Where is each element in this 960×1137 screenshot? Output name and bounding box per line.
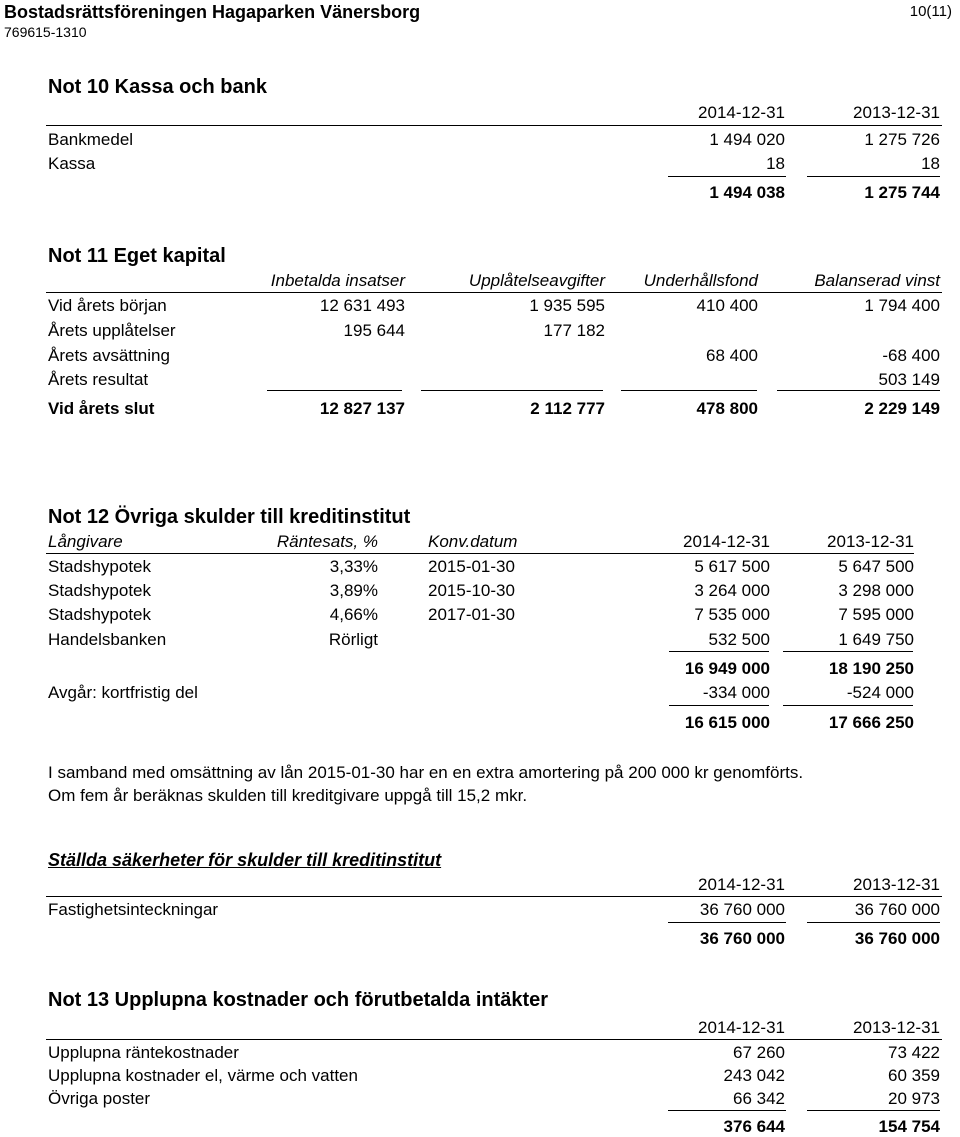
note11-total: 478 800 xyxy=(696,399,758,418)
note12-sum-rule xyxy=(669,705,769,706)
organization-name: Bostadsrättsföreningen Hagaparken Vänersborg xyxy=(4,2,421,22)
note12-title: Not 12 Övriga skulder till kreditinstitut xyxy=(48,506,411,528)
collateral-col: 2013-12-31 xyxy=(853,875,940,894)
note13-row-value: 243 042 xyxy=(723,1066,785,1085)
note12-cell: 3 298 000 xyxy=(838,581,914,600)
collateral-col: 2014-12-31 xyxy=(698,875,785,894)
note11-row-label: Årets avsättning xyxy=(48,346,170,365)
note11-col-header: Upplåtelseavgifter xyxy=(468,271,605,290)
collateral-sum-rule xyxy=(668,922,786,923)
note10-row-label: Bankmedel xyxy=(48,130,134,149)
note13-title: Not 13 Upplupna kostnader och förutbetalda intäkter xyxy=(48,989,549,1011)
note11-cell: 12 631 493 xyxy=(319,296,405,315)
note11-cell: 1 935 595 xyxy=(529,296,605,315)
note10-row-value: 18 xyxy=(921,154,940,173)
collateral-total: 36 760 000 xyxy=(854,929,940,948)
note10-row-value: 1 275 726 xyxy=(864,130,940,149)
note11-sum-rule xyxy=(621,390,757,391)
note10-col-2014: 2014-12-31 xyxy=(698,103,785,122)
note11-col-header: Underhållsfond xyxy=(643,271,758,290)
note12-cell: 2015-10-30 xyxy=(428,581,515,600)
note12-subtotal: 16 949 000 xyxy=(684,659,770,678)
note11-cell: -68 400 xyxy=(882,346,940,365)
note12-cell: Stadshypotek xyxy=(48,581,152,600)
note13-row-value: 66 342 xyxy=(733,1089,785,1108)
note12-sum-rule xyxy=(669,651,769,652)
note12-col-header: 2014-12-31 xyxy=(683,532,770,551)
note13-row-value: 60 359 xyxy=(888,1066,940,1085)
note12-col-header: 2013-12-31 xyxy=(827,532,914,551)
note10-sum-rule xyxy=(668,176,786,177)
note10-row-label: Kassa xyxy=(48,154,96,173)
note10-header-rule xyxy=(46,125,942,126)
note12-cell: 2017-01-30 xyxy=(428,605,515,624)
note11-cell: 68 400 xyxy=(706,346,758,365)
note13-col: 2013-12-31 xyxy=(853,1018,940,1037)
note10-total: 1 275 744 xyxy=(864,183,940,202)
note12-cell: Stadshypotek xyxy=(48,557,152,576)
note11-total-label: Vid årets slut xyxy=(48,399,155,418)
note11-cell: 1 794 400 xyxy=(864,296,940,315)
page-number: 10(11) xyxy=(909,3,952,20)
note13-header-rule xyxy=(46,1039,942,1040)
note13-row-label: Upplupna kostnader el, värme och vatten xyxy=(48,1066,358,1085)
note10-title: Not 10 Kassa och bank xyxy=(48,76,267,98)
note10-col-2013: 2013-12-31 xyxy=(853,103,940,122)
note12-col-header: Konv.datum xyxy=(428,532,518,551)
note12-subtotal: 18 190 250 xyxy=(828,659,914,678)
collateral-row-label: Fastighetsinteckningar xyxy=(48,900,219,919)
note11-cell: 195 644 xyxy=(343,321,405,340)
collateral-title: Ställda säkerheter för skulder till kreditinstitut xyxy=(48,850,442,870)
note12-col-header: Räntesats, % xyxy=(276,532,378,551)
note12-cell: 2015-01-30 xyxy=(428,557,515,576)
note12-deduct-value: -334 000 xyxy=(702,683,770,702)
note12-cell: 4,66% xyxy=(329,605,378,624)
note11-cell: 503 149 xyxy=(878,370,940,389)
note13-sum-rule xyxy=(668,1110,786,1111)
note13-row-label: Övriga poster xyxy=(48,1089,151,1108)
note11-header-rule xyxy=(46,292,942,293)
note11-total: 2 229 149 xyxy=(864,399,940,418)
note12-deduct-label: Avgår: kortfristig del xyxy=(48,683,198,702)
note12-cell: 5 617 500 xyxy=(694,557,770,576)
note11-row-label: Årets upplåtelser xyxy=(48,321,176,340)
note12-text: Om fem år beräknas skulden till kreditgivare uppgå till 15,2 mkr. xyxy=(48,786,528,805)
note11-total: 12 827 137 xyxy=(319,399,405,418)
note13-row-value: 73 422 xyxy=(888,1043,940,1062)
collateral-row-value: 36 760 000 xyxy=(699,900,785,919)
note12-cell: 7 595 000 xyxy=(838,605,914,624)
note12-cell: 532 500 xyxy=(708,630,770,649)
note11-sum-rule xyxy=(777,390,940,391)
note11-row-label: Vid årets början xyxy=(48,296,167,315)
note12-text: I samband med omsättning av lån 2015-01-30 har en en extra amortering på 200 000 kr genomförts. xyxy=(48,763,804,782)
note11-total: 2 112 777 xyxy=(530,399,605,418)
collateral-total: 36 760 000 xyxy=(699,929,785,948)
note11-cell: 177 182 xyxy=(543,321,605,340)
note12-deduct-value: -524 000 xyxy=(846,683,914,702)
collateral-sum-rule xyxy=(807,922,940,923)
note12-cell: 7 535 000 xyxy=(694,605,770,624)
note12-cell: Handelsbanken xyxy=(48,630,167,649)
note13-sum-rule xyxy=(807,1110,940,1111)
note11-row-label: Årets resultat xyxy=(48,370,149,389)
note10-total: 1 494 038 xyxy=(709,183,785,202)
note12-cell: 3,33% xyxy=(329,557,378,576)
note12-cell: 5 647 500 xyxy=(838,557,914,576)
note11-sum-rule xyxy=(267,390,402,391)
note12-total: 17 666 250 xyxy=(828,713,914,732)
note10-row-value: 1 494 020 xyxy=(709,130,785,149)
note12-cell: Stadshypotek xyxy=(48,605,152,624)
note12-header-rule xyxy=(46,553,914,554)
note12-cell: Rörligt xyxy=(328,630,378,649)
note13-col: 2014-12-31 xyxy=(698,1018,785,1037)
note11-col-header: Inbetalda insatser xyxy=(270,271,405,290)
note12-cell: 3,89% xyxy=(329,581,378,600)
note13-row-label: Upplupna räntekostnader xyxy=(48,1043,239,1062)
collateral-row-value: 36 760 000 xyxy=(854,900,940,919)
note13-row-value: 20 973 xyxy=(888,1089,940,1108)
note12-cell: 1 649 750 xyxy=(838,630,914,649)
note10-sum-rule xyxy=(807,176,940,177)
collateral-header-rule xyxy=(46,896,942,897)
note12-sum-rule xyxy=(783,705,913,706)
note12-total: 16 615 000 xyxy=(684,713,770,732)
note11-col-header: Balanserad vinst xyxy=(814,271,940,290)
note11-title: Not 11 Eget kapital xyxy=(48,245,226,267)
note13-total: 154 754 xyxy=(878,1117,940,1136)
note12-cell: 3 264 000 xyxy=(694,581,770,600)
note11-cell: 410 400 xyxy=(696,296,758,315)
organization-number: 769615-1310 xyxy=(4,24,87,40)
note13-row-value: 67 260 xyxy=(733,1043,785,1062)
note12-col-header: Långivare xyxy=(48,532,123,551)
note12-sum-rule xyxy=(783,651,913,652)
note11-sum-rule xyxy=(421,390,603,391)
note13-total: 376 644 xyxy=(723,1117,785,1136)
note10-row-value: 18 xyxy=(766,154,785,173)
